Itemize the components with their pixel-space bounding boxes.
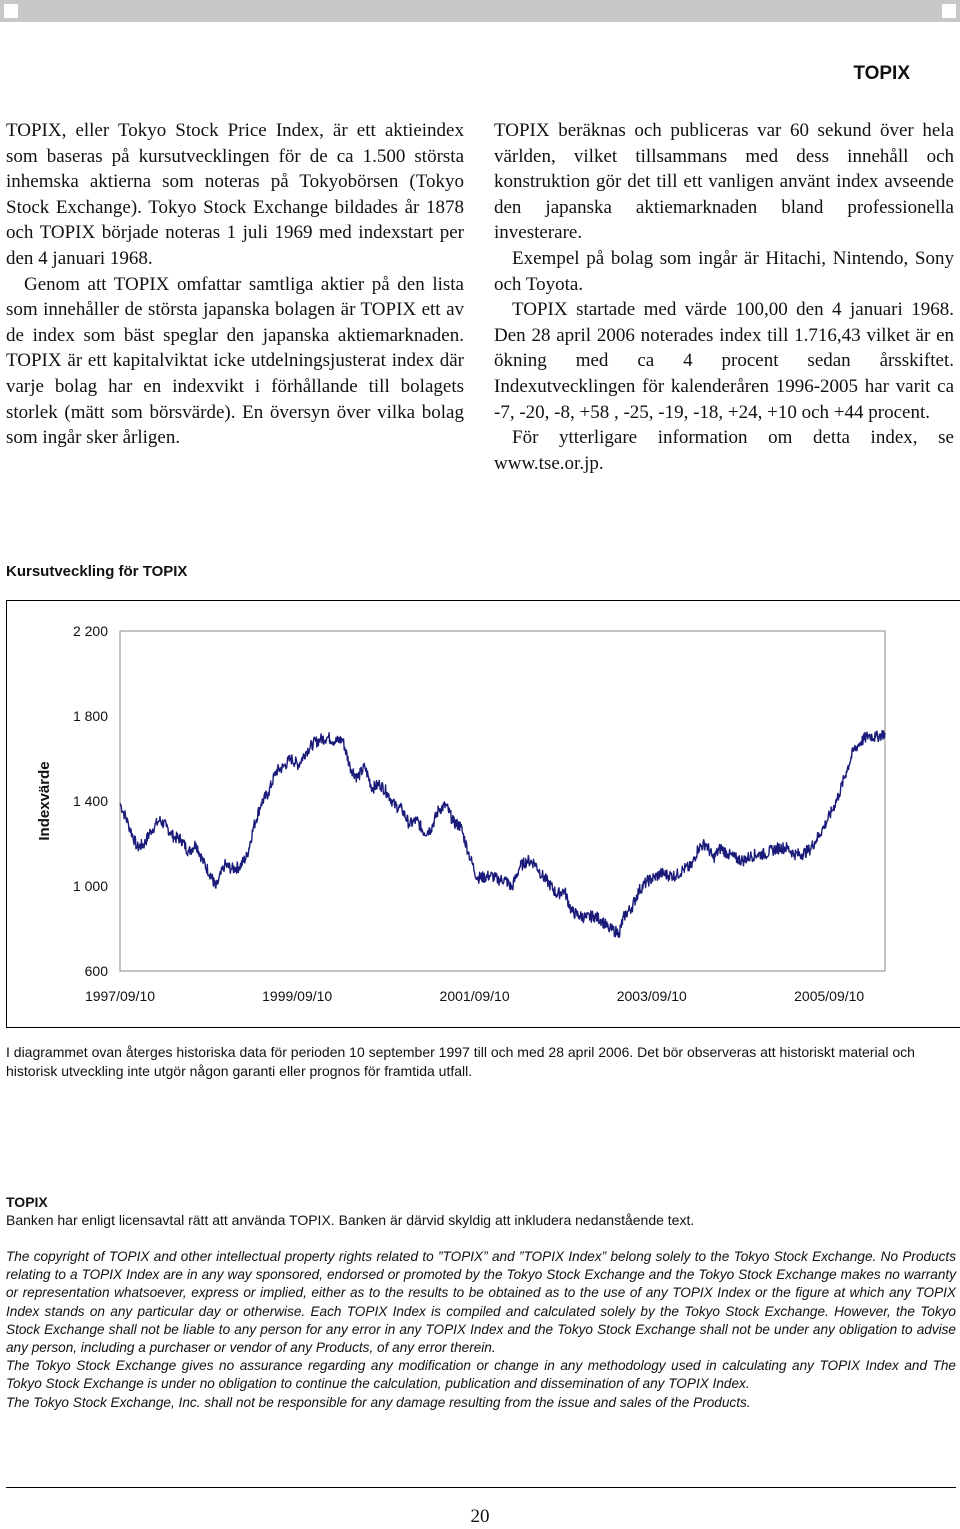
right-paragraph-2: Exempel på bolag som ingår är Hitachi, Nintendo, Sony och Toyota. <box>494 247 954 295</box>
right-paragraph-4: För ytterligare information om detta index, se www.tse.or.jp. <box>494 427 954 474</box>
top-bar <box>0 0 960 22</box>
top-bar-right-cap <box>942 4 956 18</box>
x-tick-label: 1997/09/10 <box>84 988 156 1004</box>
left-paragraph-2: Genom att TOPIX omfattar samtliga aktier på den lista som innehåller de största japanska bolagen är TOPIX ett av de index som bäst speglar den japanska aktiemarknaden. TOPIX är ett kapitalviktat icke utdelningsjusterat index där varje bolag har en indexvikt i förhållande till bolagets storlek (mätt som börsvärde). En översyn över vilka bolag som ingår sker årligen. <box>6 273 464 449</box>
chart-frame <box>6 600 960 1028</box>
right-column <box>494 118 954 476</box>
chart-caption: I diagrammet ovan återges historiska data för perioden 10 september 1997 till och med 28 april 2006. Det bör observeras att historiskt material och historisk utveckling inte utgör någon garanti eller prognos för framtida utfall. <box>6 1044 915 1079</box>
y-tick-label: 1 400 <box>72 793 108 809</box>
y-axis-label: Indexvärde <box>36 761 53 841</box>
copyright-notice <box>6 1248 956 1412</box>
page-title: TOPIX <box>853 63 910 84</box>
y-tick-label: 600 <box>84 963 108 979</box>
right-paragraph-1: TOPIX beräknas och publiceras var 60 sekund över hela världen, vilket tillsammans med dess innehåll och konstruktion gör det till ett vanligen använt index avseende den japanska aktiemarknaden bland professionella investerare. <box>494 120 954 244</box>
y-tick-label: 2 200 <box>72 623 108 639</box>
left-paragraph-1: TOPIX, eller Tokyo Stock Price Index, är ett aktieindex som baseras på kursutvecklingen för de ca 1.500 största inhemska aktierna som noteras på Tokyobörsen (Tokyo Stock Exchange). Tokyo Stock Exchange bildades år 1878 och TOPIX började noteras 1 juli 1969 med indexstart per den 4 januari 1968. <box>6 120 464 269</box>
x-tick-label: 2005/09/10 <box>794 988 865 1004</box>
license-title: TOPIX <box>6 1194 48 1210</box>
chart-title: Kursutveckling för TOPIX <box>6 563 188 580</box>
topix-chart <box>7 601 960 1027</box>
license-text: Banken har enligt licensavtal rätt att använda TOPIX. Banken är därvid skyldig att inkludera nedanstående text. <box>6 1212 695 1228</box>
x-tick-label: 2001/09/10 <box>439 988 510 1004</box>
top-bar-left-cap <box>4 4 18 18</box>
topix-series-line <box>120 731 885 938</box>
copyright-paragraph-2: The Tokyo Stock Exchange gives no assurance regarding any modification or change in any methodology used in calculating any TOPIX Index and The Tokyo Stock Exchange is under no obligation to continue the calculation, publication and dissemination of any TOPIX Index. <box>6 1358 956 1392</box>
copyright-paragraph-3: The Tokyo Stock Exchange, Inc. shall not be responsible for any damage resulting from the issue and sales of the Products. <box>6 1394 751 1410</box>
y-tick-label: 1 000 <box>72 878 108 894</box>
right-paragraph-3: TOPIX startade med värde 100,00 den 4 januari 1968. Den 28 april 2006 noterades index till 1.716,43 vilket är en ökning med ca 4 procent sedan årsskiftet. Indexutvecklingen för kalenderåren 1996-2005 har varit ca -7, -20, -8, +58 , -25, -19, -18, +24, +10 och +44 procent. <box>494 299 954 423</box>
page-number: 20 <box>470 1506 490 1527</box>
x-tick-label: 2003/09/10 <box>616 988 687 1004</box>
copyright-paragraph-1: The copyright of TOPIX and other intellectual property rights related to ”TOPIX” and ”TOPIX Index” belong solely to the Tokyo Stock Exchange. No Products relating to a TOPIX Index are in any way sponsored, endorsed or promoted by the Tokyo Stock Exchange and the Tokyo Stock Exchange makes no warranty or representation whatsoever, express or implied, either as to the results to be obtained as to the use of any TOPIX Index or the figure at which any TOPIX Index stands on any particular day or otherwise. Each TOPIX Index is compiled and calculated solely by the Tokyo Stock Exchange. However, the Tokyo Stock Exchange shall not be liable to any person for any error in any TOPIX Index and the Tokyo Stock Exchange shall not be under any obligation to advise any person, including a purchaser or vendor of any Products, of any error therein. <box>6 1249 956 1356</box>
left-column <box>6 118 464 451</box>
footer-divider <box>6 1487 956 1488</box>
y-tick-label: 1 800 <box>72 708 108 724</box>
x-tick-label: 1999/09/10 <box>262 988 333 1004</box>
plot-area-border <box>120 631 885 971</box>
